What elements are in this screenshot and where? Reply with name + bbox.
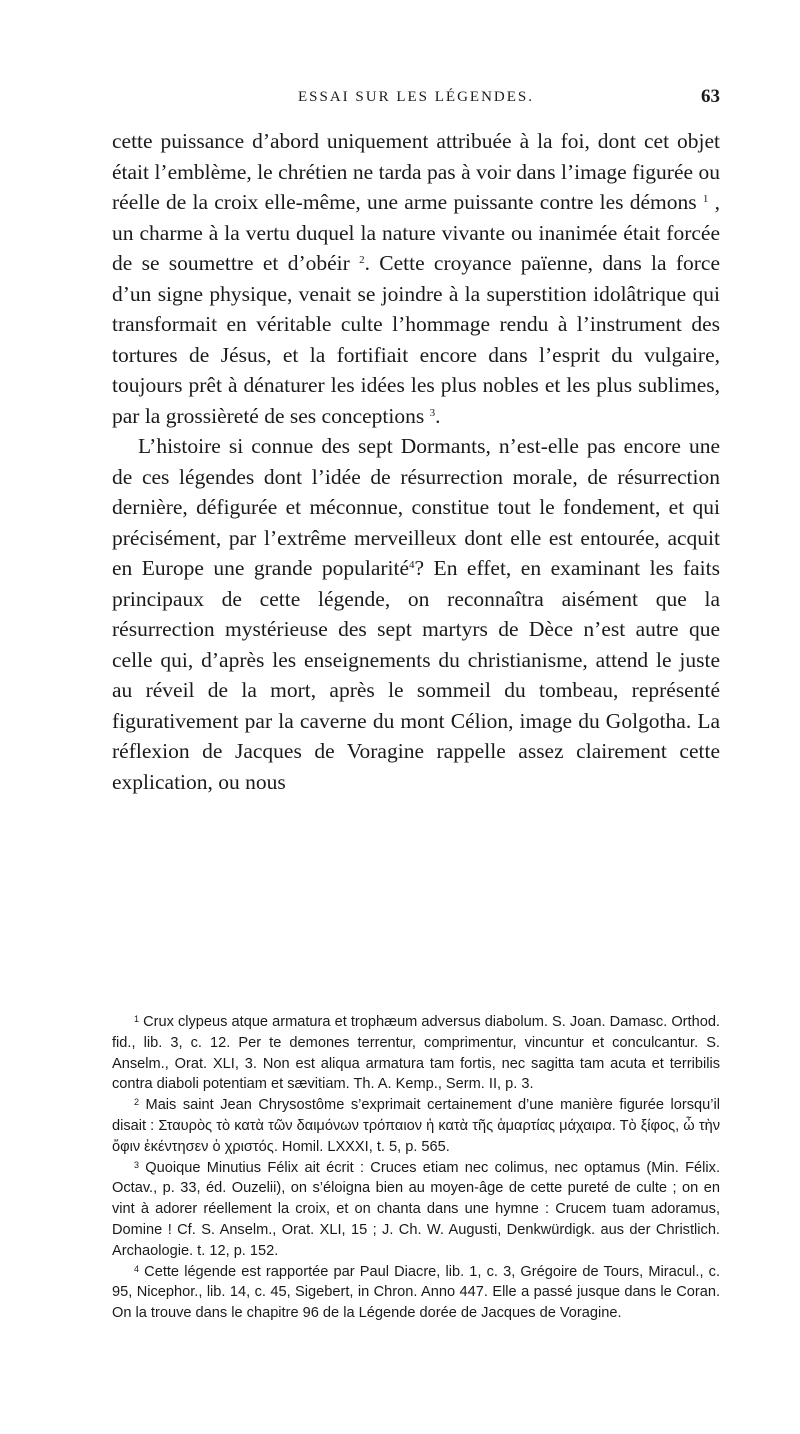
text-run: L’histoire si connue des sept Dormants, n’est-elle pas encore une de ces légendes dont l’idée de résurrection morale, de résurrection dernière, défigurée et méconnue, constitue tout le fondement, et qui précisément, par l’extrême merveilleux dont elle est entourée, acquit en Europe une grande popularité [112,434,720,580]
paragraph [112,126,720,431]
running-title: ESSAI SUR LES LÉGENDES. [297,89,534,105]
text-run: . Cette croyance païenne, dans la force d’un signe physique, venait se joindre à la superstition idolâtrique qui transformait en véritable culte l’hommage rendu à l’instrument des tortures de Jésus, et la fortifiait encore dans l’esprit du vulgaire, toujours prêt à dénaturer les idées les plus nobles et les plus sublimes, par la grossièreté de ses conceptions [112,251,720,428]
text-run: ? En effet, en examinant les faits principaux de cette légende, on reconnaîtra aisément que la résurrection mystérieuse des sept martyrs de Dèce n’est autre que celle qui, d’après les enseignements du christianisme, attend le juste au réveil de la mort, après le sommeil du tombeau, représenté figurativement par la caverne du mont Célion, image du Golgotha. La réflexion de Jacques de Voragine rappelle assez clairement cette explication, ou nous [112,556,720,794]
footnote [112,1012,720,1095]
text-run: , un charme à la vertu duquel la nature vivante ou inanimée était forcée de se soumettre et d’obéir [112,190,720,275]
footnote-text: Mais saint Jean Chrysostôme s’exprimait certainement d’une manière figurée lorsqu’il disait : Σταυρὸς τὸ κατὰ τῶν δαιμόνων τρόπαιον ἡ κατὰ τῆς ἁμαρτίας μάχαιρα. Τὸ ξίφος, ὦ τὴν ὄφιν ἐκέντησεν ὁ χριστός. Homil. LXXXI, t. 5, p. 565. [112,1097,720,1155]
page-number: 63 [701,86,720,107]
footnote [112,1095,720,1157]
footnote [112,1262,720,1324]
footnote-ref: 4 [409,559,415,571]
footnote-text: Quoique Minutius Félix ait écrit : Cruces etiam nec colimus, nec optamus (Min. Félix. Octav., p. 33, éd. Ouzelii), on s’éloigna bien au moyen-âge de cette pureté de culte ; on en vint à adorer réellement la croix, et on chanta dans une hymne : Crucem tuam adoramus, Domine ! Cf. S. Anselm., Orat. XLI, 15 ; J. Ch. W. Augusti, Denkwürdigk. aus der Christlich. Archaologie. t. 12, p. 152. [112,1159,720,1259]
footnote-mark: 2 [134,1097,140,1108]
footnote-mark: 3 [134,1159,140,1170]
running-head [112,86,720,110]
footnote-ref: 1 [702,193,709,205]
footnote-text: Cette légende est rapportée par Paul Diacre, lib. 1, c. 3, Grégoire de Tours, Miracul., c. 95, Nicephor., lib. 14, c. 45, Sigebert, in Chron. Anno 447. Elle a passé jusque dans le Coran. On la trouve dans le chapitre 96 de la Légende dorée de Jacques de Voragine. [112,1263,720,1322]
text-run: cette puissance d’abord uniquement attribuée à la foi, dont cet objet était l’emblème, le chrétien ne tarda pas à voir dans l’image figurée ou réelle de la croix elle-même, une arme puissante contre les démons [112,129,720,214]
paragraph [112,431,720,797]
main-text [112,126,720,797]
text-run: . [435,403,441,428]
footnote-ref: 3 [429,406,436,419]
footnote [112,1158,720,1262]
footnote-text: Crux clypeus atque armatura et trophæum adversus diabolum. S. Joan. Damasc. Orthod. fid., lib. 3, c. 12. Per te demones terrentur, comprimentur, vincuntur et conculcantur. S. Anselm., Orat. XLI, 3. Non est aliqua armatura tam fortis, nec sagitta tam acuta et terribilis contra diaboli potentiam et sævitiam. Th. A. Kemp., Serm. II, p. 3. [112,1014,720,1093]
footnote-mark: 4 [134,1263,140,1274]
footnotes [112,1012,720,1324]
footnote-ref: 2 [359,254,365,266]
footnote-mark: 1 [134,1014,140,1024]
